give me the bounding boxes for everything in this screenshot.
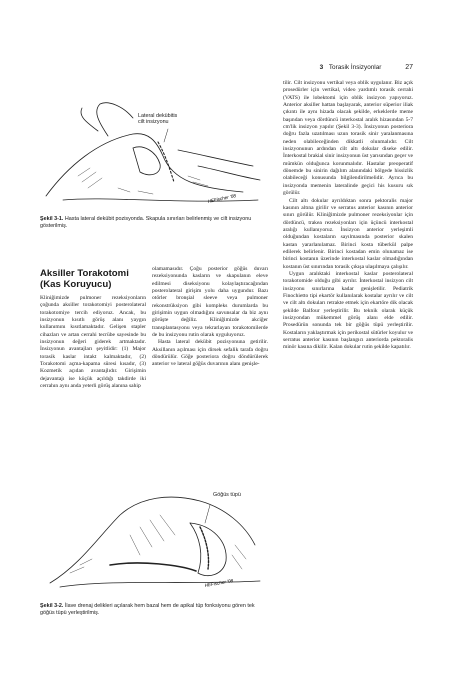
right-column-paragraph-3: Uygun aralıktaki interkostal kaslar posterolateral torakotomide olduğu gibi ayrılır. İnterkostal insizyon cilt insizyonu sınırlarına kadar genişletilir. Pediatrik Finochietto tipi ekartör kullanılarak kostalar ayrılır ve cilt ve cilt altı dokuları retrakte etmek için ekartöre dik olacak şekilde Balfour yerleştirilir. Bu teknik olarak küçük insizyondan mükemmel görüş alanı elde edilir. Prosedürün sonunda tek bir göğüs tüpü yerleştirilir. Kostaların yaklaştırmak için perikostal sütürler koyulur ve serratus anterior kasının başlangıcı anteriorda pektoralis minör kasına dikilir. Kalan dokular rutin şekilde kapatılır. bbox=[283, 270, 413, 351]
figure-3-2-caption bbox=[40, 603, 262, 617]
middle-column-paragraph-1: olamamasıdır. Çoğu posterior göğüs duvarı rezeksiyonunda kasların ve skapulanın eleve edilmesi diseksiyonu kolaylaştıracağından posterolateral girişim yolu daha uygundur. Bazı otörler bronşial sleeve veya pulmoner rekonstrüksiyon gibi kompleks durumlarda bu girişimin uygun olmadığını savunsalar da biz aynı görüşte değiliz. Kliniğimizde akciğer transplantasyonu veya tekrarlayan torakotomilerde de bu insizyonu rutin olarak uyguluyoruz. bbox=[152, 266, 268, 339]
right-column-paragraph-2: Cilt altı dokular ayrıldıktan sonra pektoralis major kasının altına girilir ve serratus anterior kasının anterior sınırı görülür. Kliniğimizde pulmoner rezeksiyonlar için dördüncü, trakea rezeksiyonları için üçüncü interkostal aralığı kullanıyoruz. İnsizyon anterior yerleşimli olduğundan kostaların sayılmasında posterior skalen kastan yararlanılamaz. Birinci kosta tüberkül palpe edilerek belirlenir. Birinci kostadan emin olunamaz ise birinci kostanın üzerinde interkostal kaslar olmadığından kostanın üst sınırından torasik çıkışa ulaşılmaya çalışılır. bbox=[283, 197, 413, 270]
figure-3-1-label-lateral: Lateral dekübitis cilt insizyonu bbox=[138, 113, 178, 126]
figure-3-1-caption-text: Hasta lateral dekübit pozisyonda. Skapula sınırları belirlenmiş ve cilt insizyonu gösterilmiş. bbox=[40, 216, 252, 229]
right-column-paragraph-1: tilir. Cilt insizyonu vertikal veya oblik uygulanır. Biz açık prosedürler için vertikal, video yardımlı torasik cerrahi (VATS) ile lobektomi için oblik insizyon yapıyoruz. Anterior aksiller hattan başlayarak, anterior süperior iliak çıkıntı ile aynı hizada olacak şekilde, erkeklerde meme başından veya dördüncü interkostal aralık hizasından 5-7 cm'lik insizyon yapılır (Şekil 3-3). İnsizyonun posteriora doğru fazla uzatılması uzun torasik sinir yaralanmasına neden olabileceğinden dikkatli olunmalıdır. Cilt insizyonunun ardından cilt altı dokular diseke edilir. İnterkostal brakial sinir insizyonun üst yarısından geçer ve mümkün olduğunca korunmalıdır. Hastalar preoperatif dönemde bu sinirin dağılım alanındaki bölgede hissizlik olabileceği konusunda bilgilendirilmelidir. Ayrıca bu insizyonda memenin lateralinde geçici his kusuru sık görülür. bbox=[283, 80, 413, 197]
middle-column-paragraph-2: Hasta lateral dekübit pozisyonuna getirilir. Aksillanın açılması için dirsek sefalik tarafa doğru döndürülür. Göğe posteriora doğru döndürülerek anterior ve lateral göğüs duvarının alanı genişle- bbox=[152, 339, 268, 368]
figure-3-1-caption bbox=[40, 216, 262, 230]
left-column-paragraph: Kliniğimizde pulmoner rezeksiyonların çoğunda aksiller torakotomiyi posterolateral torakotomiye tercih ediyoruz. Ancak, bu insizyonun kısıtlı görüş alanı yaygın kullanımını kısıtlamaktadır. Gelişen stapler cihazları ve artan cerrahi tecrübe sayesinde bu insizyonun değeri giderek artmaktadır. İnsizyonun avantajları şeyitlidir: (1) Major torasik kaslar intakt kalmaktadır, (2) Torakotomi açma-kapama süresi kısadır, (3) Kozmetik açıdan avantajlıdır. Girişimin dejavantajı ise küçük açıldığı takdirde iki cerrahın aynı anda yeterli görüş alanına sahip bbox=[40, 295, 146, 390]
section-heading: Aksiller Torakotomi (Kas Koruyucu) bbox=[40, 268, 129, 290]
figure-3-1 bbox=[38, 96, 268, 214]
left-column bbox=[40, 295, 146, 390]
figure-3-2 bbox=[40, 475, 272, 595]
chapter-title: Torasik İnsizyonlar bbox=[328, 64, 382, 71]
figure-3-2-signature: HEFischer '08 bbox=[204, 578, 234, 588]
figure-3-1-signature: HEFischer '08 bbox=[207, 193, 237, 204]
page-number: 27 bbox=[405, 64, 413, 71]
figure-3-2-caption-text: İlave drenaj delikleri açılarak hem bazal hem de apikal tüp fonksiyonu gören tek göğüs tüpü yerleştirilmiş. bbox=[40, 603, 255, 616]
figure-3-2-caption-label: Şekil 3-2. bbox=[40, 603, 64, 609]
chapter-number: 3 bbox=[319, 64, 324, 71]
middle-column bbox=[152, 266, 268, 369]
right-column bbox=[283, 80, 413, 352]
figure-3-1-caption-label: Şekil 3-1. bbox=[40, 216, 64, 222]
running-header bbox=[320, 64, 413, 71]
figure-3-2-label-tube: Göğüs tüpü bbox=[213, 492, 241, 498]
